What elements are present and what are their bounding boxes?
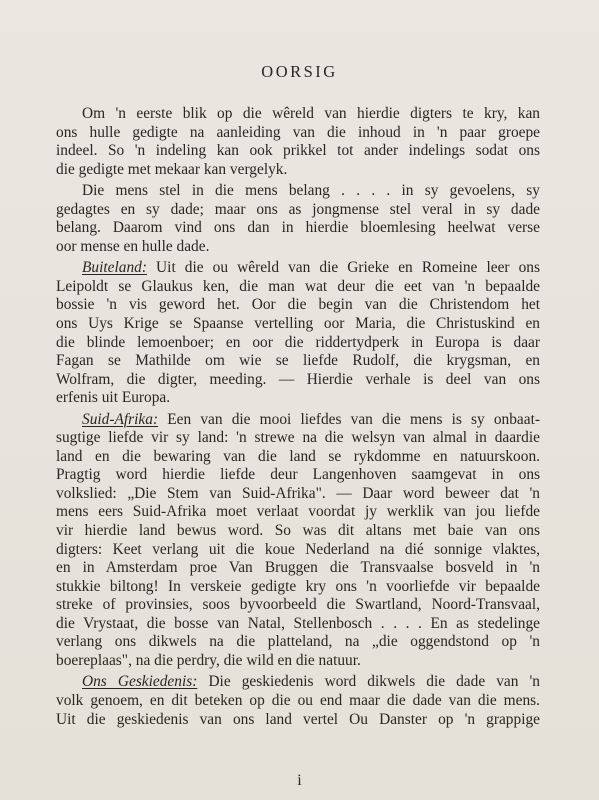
line-text: ons hulle gedigte na aanleiding van die inhoud in 'n paar groepe (56, 123, 540, 141)
line-text: die gedigte met mekaar kan vergelyk. (56, 160, 288, 178)
line-text: Uit die ou wêreld van die Grieke en Romeine leer ons (156, 259, 540, 277)
text-line (56, 259, 540, 278)
text-line (56, 296, 540, 315)
line-text: stukkie biltong! In verskeie gedigte kry ons 'n voorliefde vir bepaalde (56, 577, 540, 595)
line-text: bossie 'n vis geword het. Oor die begin van die Christendom het (56, 296, 540, 314)
line-text: die Vrystaat, die bosse van Natal, Stellenbosch . . . . En as stedelinge (56, 614, 540, 632)
line-text: erfenis uit Europa. (56, 389, 171, 407)
line-text: volk genoem, en dit beteken op die ou end maar die dade van die mens. (56, 691, 540, 709)
page-number: i (297, 772, 302, 789)
line-text: en in Amsterdam proe Van Bruggen die Transvaalse bosveld in 'n (56, 559, 540, 577)
line-text: gedagtes en sy dade; maar ons as jongmense stel veral in sy dade (56, 200, 540, 218)
text-line (56, 182, 540, 201)
line-text: vir hierdie land bewus word. So was dit altans met baie van ons (56, 522, 540, 540)
line-text: sugtige liefde vir sy land: 'n strewe na die welsyn van almal in daardie (56, 429, 540, 447)
text-line (56, 485, 540, 504)
line-text: Om 'n eerste blik op die wêreld van hierdie digters te kry, kan (82, 105, 540, 122)
line-text: Die geskiedenis word dikwels die dade van 'n (208, 673, 540, 691)
body-text (56, 105, 540, 729)
text-line (56, 238, 540, 257)
text-line (56, 389, 540, 408)
section-heading: Ons Geskiedenis: (82, 673, 198, 691)
line-text: belang. Daarom vind ons dan in hierdie bloemlesing heelwat verse (56, 219, 540, 237)
text-line (56, 466, 540, 485)
line-text: Wolfram, die digter, meeding. — Hierdie verhale is deel van ons (56, 370, 540, 388)
line-text: Leipoldt se Glaukus ken, die man wat deur die eet van 'n bepaalde (56, 277, 540, 295)
text-line (56, 201, 540, 220)
text-line (56, 105, 540, 124)
text-line (56, 541, 540, 560)
line-text: streke of provinsies, soos byvoorbeeld die Swartland, Noord-Transvaal, (56, 596, 540, 614)
text-line (56, 334, 540, 353)
text-line (56, 711, 540, 730)
text-line (56, 503, 540, 522)
text-line (56, 429, 540, 448)
text-line (56, 278, 540, 297)
text-line (56, 633, 540, 652)
line-text: verlang ons dikwels na die platteland, na „die oggendstond op 'n (56, 633, 540, 651)
line-text: Die mens stel in die mens belang . . . . in sy gevoelens, sy (82, 182, 540, 200)
text-line (56, 142, 540, 161)
text-line (56, 371, 540, 390)
line-text: Fagan se Mathilde om wie se liefde Rudolf, die krygsman, en (56, 352, 540, 370)
line-text: die blinde lemoenboer; en oor die riddertydperk in Europa is daar (56, 333, 540, 351)
line-text: ons Uys Krige se Spaanse vertelling oor Maria, die Christuskind en (56, 315, 540, 333)
text-line (56, 315, 540, 334)
text-line (56, 411, 540, 430)
text-line (56, 615, 540, 634)
line-text: Een van die mooi liefdes van die mens is sy onbaat- (167, 410, 540, 428)
text-line (56, 578, 540, 597)
text-line (56, 124, 540, 143)
text-line (56, 559, 540, 578)
line-text: indeel. So 'n indeling kan ook prikkel tot ander indelings sodat ons (56, 142, 540, 160)
line-text: land en die bewaring van die land se rykdomme en natuurskoon. (56, 447, 540, 465)
line-text: oor mense en hulle dade. (56, 237, 210, 255)
text-line (56, 652, 540, 671)
line-text: Uit die geskiedenis van ons land vertel Ou Danster op 'n grappige (56, 710, 540, 728)
section-heading: Suid-Afrika: (82, 410, 159, 428)
line-text: digters: Keet verlang uit die koue Nederland na dié sonnige vlaktes, (56, 540, 540, 558)
text-line (56, 522, 540, 541)
text-line (56, 161, 540, 180)
text-line (56, 692, 540, 711)
page-title: OORSIG (261, 62, 338, 81)
text-line (56, 352, 540, 371)
line-text: volkslied: „Die Stem van Suid-Afrika". — Daar word beweer dat 'n (56, 484, 540, 502)
text-line (56, 219, 540, 238)
text-line (56, 448, 540, 467)
line-text: mens eers Suid-Afrika moet verlaat voordat jy werklik van jou liefde (56, 503, 540, 521)
line-text: boereplaas", na die perdry, die wild en die natuur. (56, 651, 361, 669)
section-heading: Buiteland: (82, 259, 147, 277)
text-line (56, 673, 540, 692)
line-text: Pragtig word hierdie liefde deur Langenhoven saamgevat in ons (56, 466, 540, 484)
text-line (56, 596, 540, 615)
